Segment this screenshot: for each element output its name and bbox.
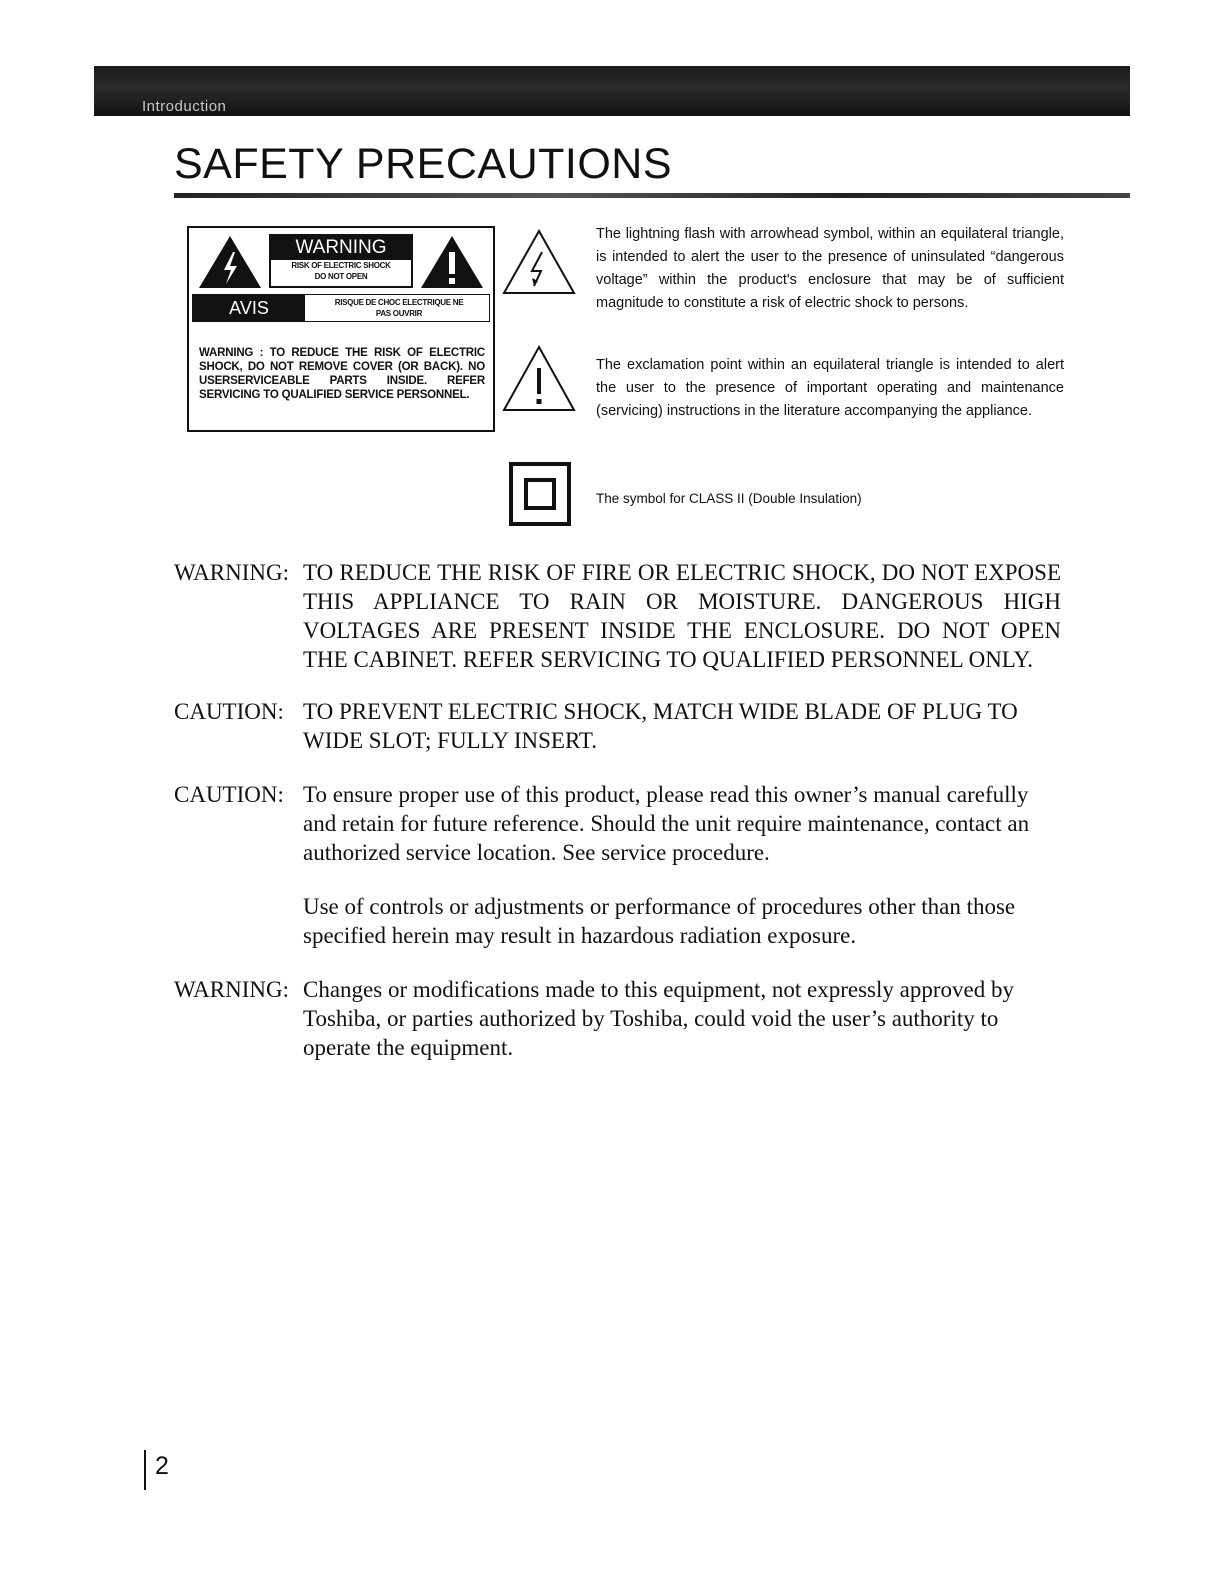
warning-badge-line2: DO NOT OPEN bbox=[314, 272, 368, 281]
lightning-symbol-icon bbox=[501, 228, 577, 296]
avis-line1: RISQUE DE CHOC ELECTRIQUE NE bbox=[334, 298, 464, 307]
section-label: Introduction bbox=[142, 98, 227, 115]
lightning-symbol-description: The lightning flash with arrowhead symbol, within an equilateral triangle, is intended to alert the user to the presence of uninsulated “dangerous voltage” within the product's enclosure that may be of sufficient magnitude to constitute a risk of electric shock to persons. bbox=[596, 226, 1064, 311]
exclamation-triangle-icon bbox=[419, 234, 485, 290]
exclamation-symbol-description: The exclamation point within an equilateral triangle is intended to alert the user to the presence of important operating and maintenance (servicing) instructions in the literature accompanying the appliance. bbox=[596, 357, 1064, 419]
notice-body: Changes or modifications made to this equipment, not expressly approved by Toshiba, or parties authorized by Toshiba, could void the user’s authority to operate the equipment. bbox=[303, 977, 1014, 1060]
title-rule bbox=[174, 193, 1130, 198]
page-title: SAFETY PRECAUTIONS bbox=[174, 140, 673, 188]
warning-badge bbox=[269, 234, 413, 288]
avis-badge: AVIS bbox=[193, 295, 305, 321]
notice-head: WARNING: bbox=[174, 560, 289, 585]
notice-body: TO PREVENT ELECTRIC SHOCK, MATCH WIDE BLADE OF PLUG TO WIDE SLOT; FULLY INSERT. bbox=[303, 699, 1018, 753]
notice-head: WARNING: bbox=[174, 977, 289, 1002]
section-header-bar bbox=[94, 66, 1130, 116]
exclamation-symbol-icon bbox=[501, 344, 577, 414]
notice-body: To ensure proper use of this product, please read this owner’s manual carefully and retain for future reference. Should the unit require maintenance, contact an authorized service location. See service procedure. bbox=[303, 782, 1030, 865]
page-number: 2 bbox=[155, 1452, 169, 1480]
warning-badge-title: WARNING bbox=[271, 236, 411, 260]
class-ii-double-insulation-icon bbox=[509, 462, 571, 526]
avis-line2: PAS OUVRIR bbox=[375, 309, 423, 318]
warning-label bbox=[187, 226, 495, 432]
page-number-rule bbox=[144, 1450, 146, 1490]
warning-label-text: WARNING : TO REDUCE THE RISK OF ELECTRIC SHOCK, DO NOT REMOVE COVER (OR BACK). NO USERSERVICEABLE PARTS INSIDE. REFER SERVICING TO QUALIFIED SERVICE PERSONNEL. bbox=[199, 347, 485, 401]
notice-body: Use of controls or adjustments or performance of procedures other than those specified herein may result in hazardous radiation exposure. bbox=[303, 894, 1016, 948]
warning-label-top bbox=[189, 228, 493, 290]
warning-badge-line1: RISK OF ELECTRIC SHOCK bbox=[291, 261, 391, 270]
notice-head: CAUTION: bbox=[174, 782, 284, 807]
lightning-triangle-icon bbox=[197, 234, 263, 290]
class-ii-description: The symbol for CLASS II (Double Insulation) bbox=[596, 491, 862, 506]
notice-body: TO REDUCE THE RISK OF FIRE OR ELECTRIC SHOCK, DO NOT EXPOSE THIS APPLIANCE TO RAIN OR MOISTURE. DANGEROUS HIGH VOLTAGES ARE PRESENT INSIDE THE ENCLOSURE. DO NOT OPEN THE CABINET. REFER SERVICING TO QUALIFIED PERSONNEL ONLY. bbox=[303, 560, 1061, 672]
avis-row bbox=[192, 294, 490, 322]
notice-head: CAUTION: bbox=[174, 699, 284, 724]
